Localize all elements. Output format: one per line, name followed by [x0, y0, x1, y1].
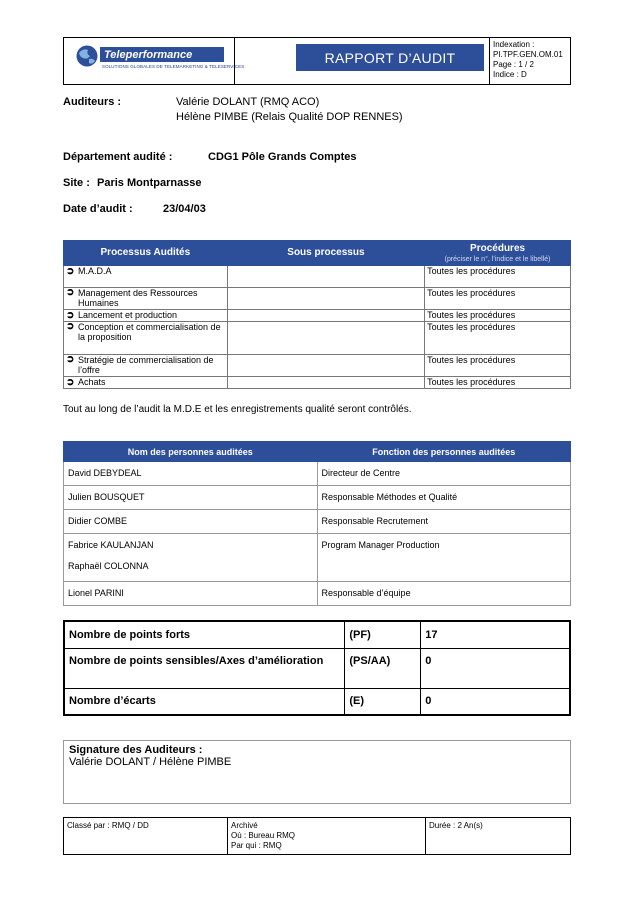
processus-name: Achats	[78, 377, 106, 387]
sous-processus	[227, 266, 424, 288]
globe-logo-icon	[74, 44, 100, 68]
processus-name: Stratégie de commercialisation de l’offre	[78, 355, 214, 375]
signature-label: Signature des Auditeurs :	[69, 744, 203, 756]
auditeur-2: Hélène PIMBE (Relais Qualité DOP RENNES)	[176, 111, 403, 123]
site-label: Site :	[63, 177, 90, 189]
audit-note: Tout au long de l’audit la M.D.E et les enregistrements qualité seront contrôlés.	[63, 404, 412, 415]
person-function: Responsable d’équipe	[317, 582, 571, 606]
points-label: Nombre de points sensibles/Axes d’amélioration	[64, 648, 345, 688]
header-procedures	[425, 241, 571, 266]
points-code: (PS/AA)	[345, 648, 421, 688]
departement-value: CDG1 Pôle Grands Comptes	[208, 151, 357, 163]
procedures: Toutes les procédures	[425, 266, 571, 288]
sous-processus	[227, 288, 424, 310]
header-processus: Processus Audités	[64, 241, 228, 266]
processus-table	[63, 240, 571, 389]
person-name: Lionel PARINI	[64, 582, 318, 606]
points-code: (PF)	[345, 621, 421, 648]
logo-tagline: SOLUTIONS GLOBALES DE TELEMARKETING & TELESERVICES	[102, 64, 245, 69]
processus-name: Lancement et production	[78, 310, 178, 320]
processus-name: Management des Ressources Humaines	[78, 288, 198, 308]
arrow-icon: ➲	[66, 377, 75, 388]
arrow-icon: ➲	[66, 354, 75, 365]
points-value: 0	[421, 648, 570, 688]
person-name: David DEBYDEAL	[64, 462, 318, 486]
page-number: Page : 1 / 2	[493, 60, 534, 69]
table-row	[64, 377, 571, 389]
header-procedures-title: Procédures	[470, 242, 526, 254]
person-name: Didier COMBE	[64, 510, 318, 534]
sous-processus	[227, 310, 424, 322]
footer-duree: Durée : 2 An(s)	[429, 821, 483, 830]
logo-cell	[64, 38, 245, 84]
departement-label: Département audité :	[63, 151, 173, 163]
procedures: Toutes les procédures	[425, 310, 571, 322]
report-title: RAPPORT D’AUDIT	[296, 44, 484, 71]
table-row	[64, 355, 571, 377]
footer-par-qui: Par qui : RMQ	[231, 841, 282, 850]
footer-classe: Classé par : RMQ / DD	[64, 818, 228, 854]
sous-processus	[227, 322, 424, 355]
table-row	[64, 534, 571, 582]
person-function: Directeur de Centre	[317, 462, 571, 486]
site-value: Paris Montparnasse	[97, 177, 202, 189]
processus-name: M.A.D.A	[78, 266, 112, 276]
indice: Indice : D	[493, 70, 527, 79]
table-row	[64, 510, 571, 534]
table-row	[64, 310, 571, 322]
header-sous-processus: Sous processus	[227, 241, 424, 266]
sous-processus	[227, 377, 424, 389]
points-label: Nombre de points forts	[64, 621, 345, 648]
header-nom: Nom des personnes auditées	[64, 442, 318, 462]
sous-processus	[227, 355, 424, 377]
processus-name: Conception et commercialisation de la proposition	[78, 322, 221, 342]
header-fonction: Fonction des personnes auditées	[317, 442, 571, 462]
auditeurs-label: Auditeurs :	[63, 96, 122, 108]
procedures: Toutes les procédures	[425, 288, 571, 310]
table-row	[64, 322, 571, 355]
table-row	[64, 648, 570, 688]
title-cell	[234, 38, 490, 84]
procedures: Toutes les procédures	[425, 377, 571, 389]
auditeur-1: Valérie DOLANT (RMQ ACO)	[176, 96, 320, 108]
procedures: Toutes les procédures	[425, 322, 571, 355]
table-row	[64, 582, 571, 606]
indexation: Indexation : PI.TPF.GEN.OM.01	[493, 40, 563, 59]
table-row	[64, 462, 571, 486]
document-footer	[63, 817, 571, 855]
table-row	[64, 621, 570, 648]
footer-archive: Archivé	[231, 821, 258, 830]
points-label: Nombre d’écarts	[64, 688, 345, 715]
signature-box	[63, 740, 571, 804]
points-code: (E)	[345, 688, 421, 715]
person-function: Program Manager Production	[317, 534, 571, 582]
table-row	[64, 688, 570, 715]
points-value: 17	[421, 621, 570, 648]
footer-ou: Où : Bureau RMQ	[231, 831, 296, 840]
personnes-table	[63, 441, 571, 606]
points-value: 0	[421, 688, 570, 715]
arrow-icon: ➲	[66, 266, 75, 277]
meta-cell	[490, 38, 572, 84]
header-procedures-note: (préciser le n°, l’indice et le libellé)	[444, 255, 551, 263]
person-function: Responsable Recrutement	[317, 510, 571, 534]
person-name: Julien BOUSQUET	[64, 486, 318, 510]
procedures: Toutes les procédures	[425, 355, 571, 377]
signature-value: Valérie DOLANT / Hélène PIMBE	[69, 756, 232, 768]
arrow-icon: ➲	[66, 287, 75, 298]
date-value: 23/04/03	[163, 203, 206, 215]
person-function: Responsable Méthodes et Qualité	[317, 486, 571, 510]
footer-archive-cell	[228, 818, 426, 854]
arrow-icon: ➲	[66, 321, 75, 332]
points-table	[63, 620, 571, 716]
person-name: Raphaël COLONNA	[68, 561, 149, 571]
table-row	[64, 486, 571, 510]
person-name: Fabrice KAULANJAN	[68, 540, 154, 550]
date-label: Date d’audit :	[63, 203, 133, 215]
document-header	[63, 37, 571, 85]
table-row	[64, 266, 571, 288]
arrow-icon: ➲	[66, 310, 75, 321]
logo-wordmark: Teleperformance	[100, 47, 224, 62]
table-row	[64, 288, 571, 310]
